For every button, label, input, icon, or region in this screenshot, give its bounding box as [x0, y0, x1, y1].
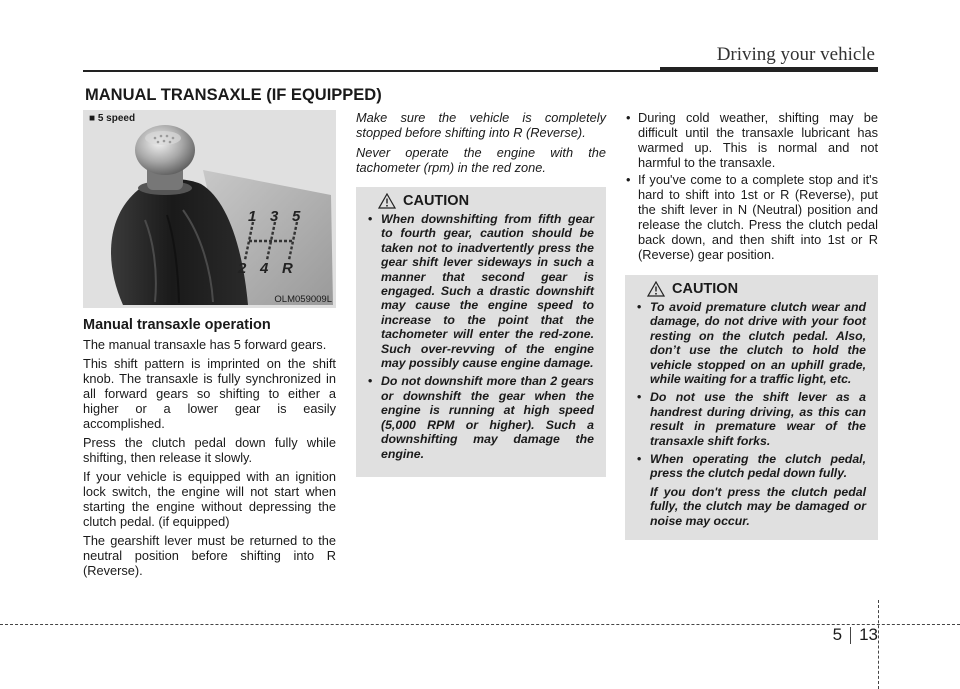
gear-label-3: 3	[270, 208, 279, 225]
bullet-item: • If you've come to a complete stop and it's hard to shift into 1st or R (Reverse), put the shift lever in N (Neutral) position and release the clutch. Press the clutch pedal back down, and then shift into 1st or R (Reverse) gear position.	[625, 172, 878, 262]
column-right	[625, 110, 878, 540]
figure-code: OLM059009L	[274, 294, 332, 305]
caution-box	[356, 187, 606, 477]
paragraph: The manual transaxle has 5 forward gears.	[83, 337, 327, 352]
gear-label-4: 4	[260, 260, 269, 277]
caution-list	[637, 300, 866, 481]
bullet-list	[625, 110, 878, 262]
page-number	[833, 625, 878, 645]
chapter-number: 5	[832, 625, 843, 644]
caution-item: • To avoid premature clutch wear and damage, do not drive with your foot resting on the clutch pedal. Also, don’t use the clutch to hold the vehicle stopped on an uphill grade, while waiting for a traffic light, etc.	[637, 300, 866, 386]
page-number-separator	[850, 627, 851, 644]
crop-mark	[878, 600, 879, 689]
gear-label-r: R	[282, 260, 293, 277]
header-rule-accent	[660, 67, 878, 72]
page-number-value: 13	[859, 625, 878, 644]
caution-list	[368, 212, 594, 461]
section-title: Driving your vehicle	[716, 44, 875, 65]
italic-note: Make sure the vehicle is completely stopped before shifting into R (Reverse).	[356, 110, 606, 140]
caution-item: • Do not downshift more than 2 gears or downshift the gear when the engine is running at high speed (5,000 RPM or higher). Such a downshifting may damage the engine.	[368, 374, 594, 460]
paragraph: Press the clutch pedal down fully while shifting, then release it slowly.	[83, 435, 336, 465]
caution-item: • When downshifting from fifth gear to fourth gear, caution should be taken not to inadvertently press the gear shift lever sideways in such a manner that second gear is engaged. Such a drastic downshift may cause the engine speed to increase to the point that the tachometer will enter the red-zone. Such over-revving of the engine may possibly cause engine damage.	[368, 212, 594, 370]
header-rule	[83, 70, 878, 72]
paragraph: This shift pattern is imprinted on the shift knob. The transaxle is fully synchronized in all forward gears so shifting to either a higher or a lower gear is easily accomplished.	[83, 356, 336, 431]
caution-title: CAUTION	[672, 281, 739, 297]
caution-header	[647, 281, 866, 297]
caution-title: CAUTION	[403, 193, 470, 209]
gear-shift-figure	[83, 110, 336, 308]
paragraph: If your vehicle is equipped with an ignition lock switch, the engine will not start when starting the engine without depressing the clutch pedal. (if equipped)	[83, 469, 336, 529]
column-left	[83, 110, 336, 582]
warning-triangle-icon	[647, 281, 665, 297]
gear-label-1: 1	[248, 208, 257, 225]
paragraph: The gearshift lever must be returned to the neutral position before shifting into R (Reverse).	[83, 533, 336, 578]
gear-knob-illustration	[83, 110, 336, 308]
footer-divider	[0, 624, 960, 625]
warning-triangle-icon	[378, 193, 396, 209]
caution-header	[378, 193, 594, 209]
gear-label-5: 5	[292, 208, 301, 225]
caution-continuation: If you don't press the clutch pedal fully, the clutch may be damaged or noise may occur.	[650, 484, 866, 528]
caution-item: • Do not use the shift lever as a handrest during driving, as this can result in premature wear of the transaxle shift forks.	[637, 390, 866, 448]
caution-item: • When operating the clutch pedal, press the clutch pedal down fully.	[637, 452, 866, 481]
column-middle	[356, 110, 606, 477]
bullet-item: • During cold weather, shifting may be difficult until the transaxle lubricant has warmed up. This is normal and not harmful to the transaxle.	[625, 110, 878, 170]
section-heading: Manual transaxle operation	[83, 317, 271, 333]
page-title: MANUAL TRANSAXLE (IF EQUIPPED)	[85, 86, 382, 104]
gear-label-2: 2	[238, 260, 247, 277]
figure-label: ■ 5 speed	[89, 113, 136, 124]
caution-box	[625, 275, 878, 540]
italic-note: Never operate the engine with the tachometer (rpm) in the red zone.	[356, 145, 606, 175]
